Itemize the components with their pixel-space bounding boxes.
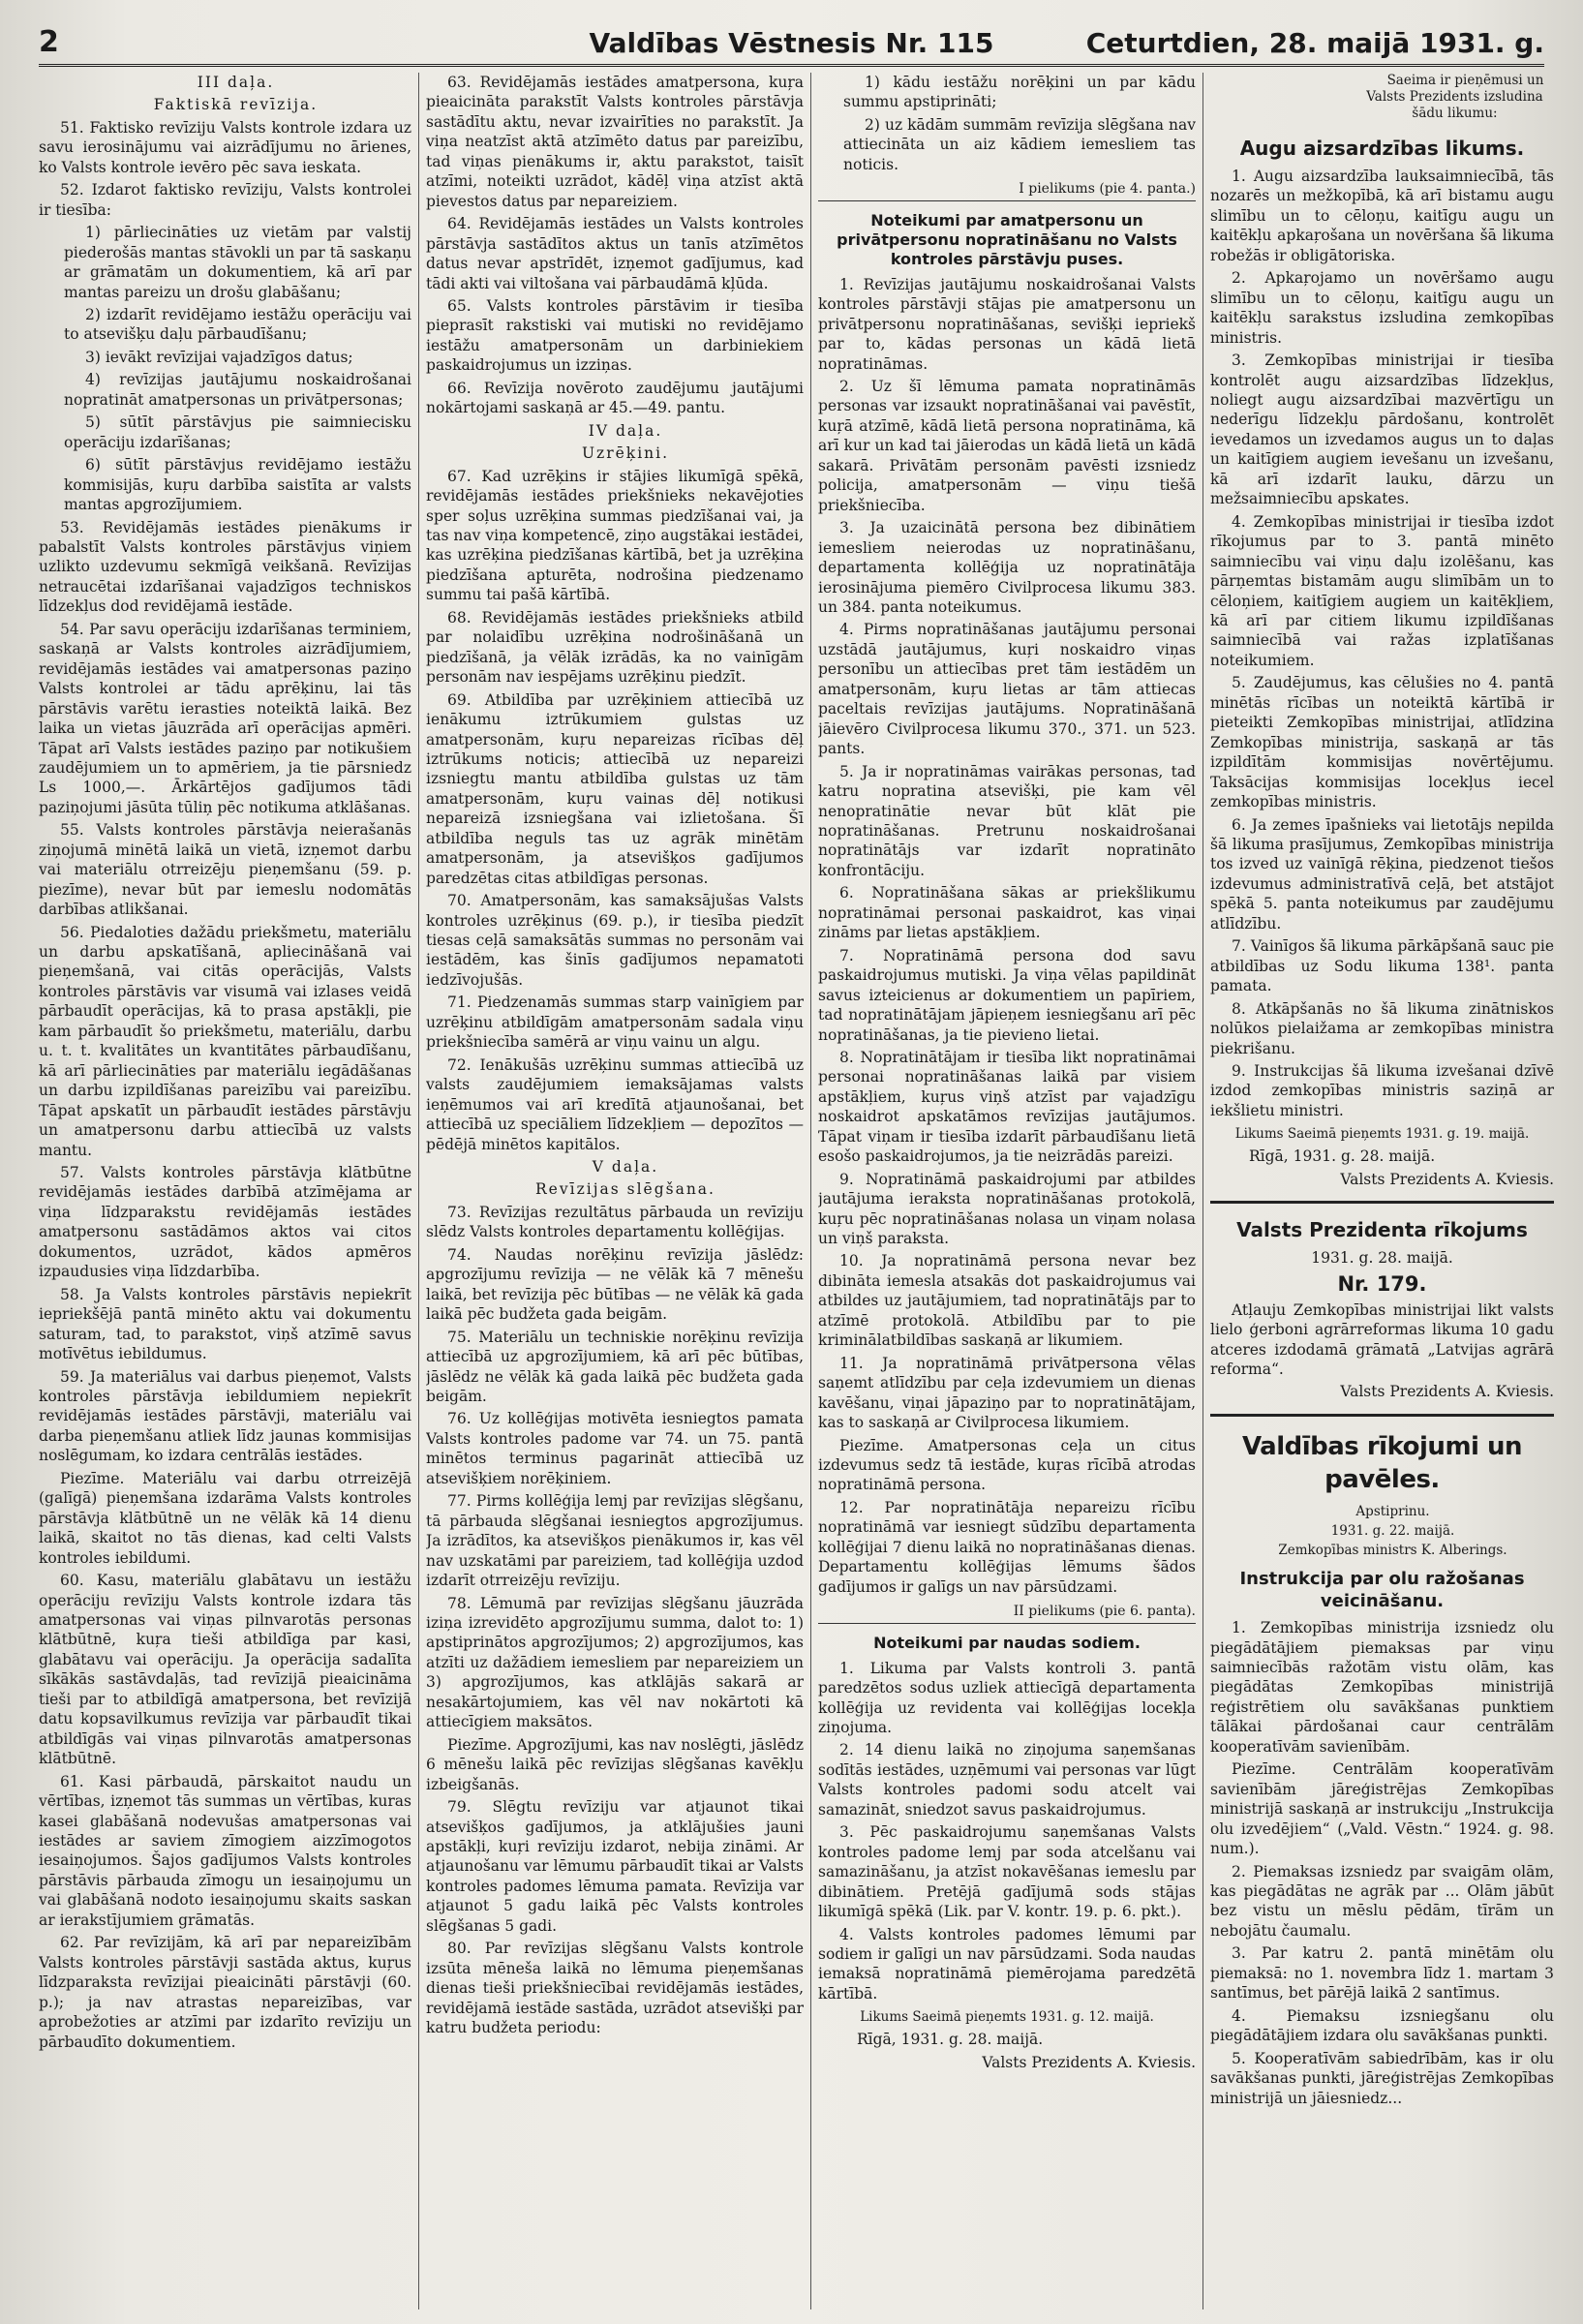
section-title: Valdības rīkojumi un pavēles. xyxy=(1241,1431,1523,1495)
law-article-7: 7. Vainīgos šā likuma pārkāpšanā sauc pie atbildības uz Sodu likuma 138¹. panta pamata. xyxy=(1210,937,1554,995)
law-article-1: 1. Augu aizsardzība lauksaimniecībā, tās nozarēs un mežkopībā, kā arī bistamu augu slimību un to cēloņu, kaitīgu augu un kaitēkļu apkaŗošana un novēršana šā likuma robežās ir obligātoriska. xyxy=(1210,168,1554,264)
column-divider xyxy=(1202,73,1203,2309)
article-78: 78. Lēmumā par revīzijas slēgšanu jāuzrāda iziņa izrevidēto apgrozījumu summa, dalot to: 1) apstiprinātos apgrozījumos; 2) apgrozījumos, kas atzīti uz dažādiem iemesliem par nepareiziem un 3) apgrozījumos, kas atklājās sakarā ar nesakārtojumiem, kas vēl nav nokārtoti kā attiecīgiem maksātos. xyxy=(426,1594,804,1731)
list-item: 6) sūtīt pārstāvjus revidējamo iestāžu kommisijās, kuŗu darbība saistīta ar valsts mantas apgrozījumiem. xyxy=(64,456,411,514)
masthead xyxy=(39,21,1544,67)
section-title: Uzrēķini. xyxy=(581,444,670,463)
rule-8: 8. Nopratinātājam ir tiesība likt nopratināmai personai nopratināšanas laikā par visiem apstākļiem, kuŗus viņš atzīst par vajadzīgu noskaidrot apskatāmos revīzijas jautājumos. Tāpat viņam ir tiesība izdarīt pārbaudīšanu lietā esošo paskaidrojumos, ja tie neizrādās pareizi. xyxy=(818,1048,1196,1166)
article-54: 54. Par savu operāciju izdarīšanas terminiem, saskaņā ar Valsts kontroles aizrādījumiem, revidējamās iestādes vai amatpersonas paziņo Valsts kontrolei ar tādu aprēķinu, lai tās pārstāvis varētu ierasties noteiktā laikā. Bez laika un vietas jāuzrāda arī operācijas apmēri. Tāpat arī Valsts iestādes paziņo par notikušiem zaudējumiem un to apmēriem, ja tie pārsniedz Ls 1000,—. Ārkārtējos gadījumos tādi paziņojumi jāsūta tūliņ pēc notikuma atklāšanas. xyxy=(39,620,411,816)
instruction-2: 2. Piemaksas izsniedz par svaigām olām, kas piegādātas ne agrāk par ... Olām jābūt bez vistu un mēslu pēdām, tīrām un nebojātu čaumalu. xyxy=(1210,1862,1554,1940)
column-3 xyxy=(818,73,1196,2309)
rule-1: 1. Revīzijas jautājumu noskaidrošanai Valsts kontroles pārstāvji stājas pie amatpersonu un privātpersonu nopratināšanas, sevišķi iepriekš par to, kādas personas un kādā lietā nopratināmas. xyxy=(818,275,1196,373)
list-item: 4) revīzijas jautājumu noskaidrošanai nopratināt amatpersonas un privātpersonas; xyxy=(64,371,411,409)
article-56: 56. Piedaloties dažādu priekšmetu, materiālu un darbu apskatīšanā, apliecināšanā vai pieņemšanā, vai citās operācijās, Valsts kontroles pārstāvis var visumā vai izlases veidā pārbaudīt operācijas, kā to prasa apstākļi, pie kam pārbaudīt šo priekšmetu, materiālu, darbu u. t. t. kvalitātes un kvantitātes pārbaudīšanu, kā arī pārliecināties par materiālu iegādāšanas un darbu izpildīšanas pareizību vai pareizību. Tāpat apskatīt un pārbaudīt iestādes pārstāvju un amatpersonu darbu attiecībā uz valsts mantu. xyxy=(39,923,411,1159)
article-51: 51. Faktisko revīziju Valsts kontrole izdara uz savu ierosinājumu vai aizrādījumu no ārienes, ko Valsts kontrole ievēro pēc sava ieskata. xyxy=(39,118,411,176)
article-69: 69. Atbildība par uzrēķiniem attiecībā uz ienākumu iztrūkumiem gulstas uz amatpersonām, kuŗu nepareizas rīcības dēļ iztrūkums noticis; attiecībā uz nepareizi izsniegtu mantu atbildība gulstas uz tām amatpersonām, kuŗu vainas dēļ notikusi nepareizā izsniegšana vai izlietošana. Šī atbildība neguls tas uz agrāk minētām amatpersonām, ja atsevišķos gadījumos paredzētas citas atbildīgas personas. xyxy=(426,690,804,887)
place-date: Rīgā, 1931. g. 28. maijā. xyxy=(857,2031,1044,2049)
rule-5: 5. Ja ir nopratināmas vairākas personas, tad katru nopratina atsevišķi, pie kam vēl nenopratinātie nevar būt klāt pie nopratināšanas. Pretrunu noskaidrošanai nopratinātājs var izdarīt nopratināto konfrontāciju. xyxy=(818,762,1196,879)
rule-7: 7. Nopratināmā persona dod savu paskaidrojumus mutiski. Ja viņa vēlas papildināt savus izteicienus ar dokumentiem un papīriem, tad nopratinātājam jāpieņem iesniegšanu arī pēc nopratināšanas, ja tie pievieno lietai. xyxy=(818,946,1196,1044)
law-article-3: 3. Zemkopības ministrijai ir tiesība kontrolēt augu aizsardzības līdzekļus, noliegt augu aizsardzībai mazvērtīgu un nederīgu līdzekļu pārdošanu, kontrolēt ievedamos un izvedamos augus un to daļas un kaitīgiem augiem ievešanu un izvešanu, kā arī izdarīt lauku, dārzu un mežsaimniecību apskates. xyxy=(1210,352,1554,508)
list-item: 3) ievākt revīzijai vajadzīgos datus; xyxy=(85,348,353,366)
article-68: 68. Revidējamās iestādes priekšnieks atbild par nolaidību uzrēķina nodrošināšanā un piedzīšanā, ja vēlāk izrādās, ka no vainīgām personām nav iespējams uzrēķinu piedzīt. xyxy=(426,608,804,687)
rule-3: 3. Ja uzaicinātā persona bez dibinātiem iemesliem neierodas uz nopratināšanu, departamenta kollēģija uz nopratinātāja ierosinājuma piemēro Civilprocesa likumu 383. un 384. panta noteikumus. xyxy=(818,519,1196,616)
article-76: 76. Uz kollēģijas motivēta iesniegtos pamata Valsts kontroles padome var 74. un 75. pantā minētos terminus pagarināt attiecībā uz atsevišķiem norēķiniem. xyxy=(426,1410,804,1487)
law-article-6: 6. Ja zemes īpašnieks vai lietotājs nepilda šā likuma prasījumus, Zemkopības ministrija tos izved uz vainīgā rēķina, piedzenot tiešos izdevumus administratīvā ceļā, bet atstājot spēkā 5. panta noteikumus par zaudējumu atlīdzību. xyxy=(1210,815,1554,933)
article-72: 72. Ienākušās uzrēķinu summas attiecībā uz valsts zaudējumiem iemaksājamas valsts ieņēmumos vai arī kredītā atjaunošanai, bet attiecībā uz speciāliem līdzekļiem — depozītos — pēdējā minētos kapitālos. xyxy=(426,1055,804,1153)
law-title: Augu aizsardzības likums. xyxy=(1239,136,1525,160)
list-item: 2) uz kādām summām revīzija slēgšana nav attiecināta un aiz kādiem iemesliem tas noticis. xyxy=(843,115,1196,173)
decree-title: Valsts Prezidenta rīkojums xyxy=(1236,1218,1528,1242)
article-53: 53. Revidējamās iestādes pienākums ir pabalstīt Valsts kontroles pārstāvjus viņiem uzlikto uzdevumu sekmīgā veikšanā. Revīzijas netraucētai izdarīšanai vajadzīgos techniskos līdzekļus dod revidējamā iestāde. xyxy=(39,518,411,616)
section-heading: IV daļa. xyxy=(588,421,663,440)
note-78: Piezīme. Apgrozījumi, kas nav noslēgti, jāslēdz 6 mēnešu laikā pēc revīzijas slēgšanas kavēkļu izbeigšanās. xyxy=(426,1735,804,1793)
law-article-8: 8. Atkāpšanās no šā likuma zinātniskos nolūkos pielaižama ar zemkopības ministra piekrišanu. xyxy=(1210,999,1554,1057)
column-divider xyxy=(418,73,419,2309)
divider xyxy=(1210,1201,1554,1204)
article-75: 75. Materiālu un techniskie norēķinu revīzija attiecībā uz apgrozījumiem, kā arī pēc būtības, jāslēdz ne vēlāk kā gada laikā pēc budžeta gada beigām. xyxy=(426,1328,804,1405)
decree-number: Nr. 179. xyxy=(1337,1271,1427,1296)
section-title: Faktiskā revīzija. xyxy=(153,96,319,114)
article-63: 63. Revidējamās iestādes amatpersona, kuŗa pieaicināta parakstīt Valsts kontroles pārstāvja sastādītu aktu, nevar izvairīties no parakstīt. Ja viņa neatzīst aktā atzīmēto datus par pareizību, tad viņas pienākums ir, aktu parakstot, taisīt atzīmi, noteikti uzrādot, kādēļ viņa atzīst aktā pievestos datus par nepareiziem. xyxy=(426,74,804,210)
article-73: 73. Revīzijas rezultātus pārbauda un revīziju slēdz Valsts kontroles departamentu kollēģijas. xyxy=(426,1203,804,1241)
signature: Valsts Prezidents A. Kviesis. xyxy=(982,2053,1196,2071)
fine-rule-3: 3. Pēc paskaidrojumu saņemšanas Valsts kontroles padome lemj par soda atcelšanu vai samazināšanu, ja atzīst nokavēšanas iemeslu par dibinātiem. Pretējā gadījumā sods stājas likumīgā spēkā (Lik. par V. kontr. 19. p. 6. pkt.). xyxy=(818,1823,1196,1921)
annex-label: II pielikums (pie 6. panta). xyxy=(818,1603,1196,1623)
article-65: 65. Valsts kontroles pārstāvim ir tiesība pieprasīt rakstiski vai mutiski no revidējamo iestāžu amatpersonām un darbiniekiem paskaidrojumus un izziņas. xyxy=(426,296,804,375)
list-item: 1) pārliecināties uz vietām par valstij piederošās mantas stāvokli un par tā saskaņu ar grāmatām un dokumentiem, kā arī par mantas pareizu un drošu glabāšanu; xyxy=(64,224,411,301)
instruction-title: Instrukcija par olu ražošanas veicināšanu. xyxy=(1239,1569,1525,1611)
article-57: 57. Valsts kontroles pārstāvja klātbūtne revidējamās iestādes darbībā atzīmējama ar viņa līdzparakstu revidējamās iestādes amatpersonu sastādāmos aktos vai citos dokumentos, uzrādot, kādos apmēros izpaudusies viņa līdzdarbība. xyxy=(39,1164,411,1281)
instruction-1: 1. Zemkopības ministrija izsniedz olu piegādātājiem piemaksas par viņu saimniecībās ražotām vistu olām, kas piegādātas Zemkopības ministrijā reģistrētiem olu savākšanas punktiem tālākai pārdošanai caur centrālām kooperatīvām savienībām. xyxy=(1210,1619,1554,1756)
rule-6: 6. Nopratināšana sākas ar priekšlikumu nopratināmai personai paskaidrot, kas viņai zināms par lietas apstākļiem. xyxy=(818,884,1196,942)
fine-rule-1: 1. Likuma par Valsts kontroli 3. pantā paredzētos sodus uzliek attiecīgā departamenta kollēģija uz revidenta vai kollēģijas locekļa ziņojuma. xyxy=(818,1659,1196,1737)
section-heading: V daļa. xyxy=(592,1158,659,1177)
article-62: 62. Par revīzijām, kā arī par nepareizībām Valsts kontroles pārstāvji sastāda aktus, kuŗus līdzparaksta revīzijai pieaicināti pārstāvji (60. p.); ja nav atrastas nepareizības, var aprobežoties ar atzīmi par izdarīto revīziju un pārbaudīto dokumentiem. xyxy=(39,1934,411,2051)
signature: Valsts Prezidents A. Kviesis. xyxy=(1340,1383,1554,1401)
instruction-note: Piezīme. Centrālām kooperatīvām savienībām jāreģistrējas Zemkopības ministrijā saskaņā ar instrukciju „Instrukcija olu izvedējiem“ („Vald. Vēstn.“ 1924. g. 98. num.). xyxy=(1210,1760,1554,1858)
rule-2: 2. Uz šī lēmuma pamata nopratināmās personas var izsaukt nopratināšanai vai pavēstīt, kuŗā atzīmē, kādā lietā persona nopratināma, kā arī kur un kad tai jāierodas un kādā lietā un kādā sakarā. Privātām personām pavēsti izsniedz policija, amatpersonām — viņu tiešā priekšniecība. xyxy=(818,378,1196,514)
column-divider xyxy=(810,73,811,2309)
decree-text: Atļauju Zemkopības ministrijai likt valsts lielo ģerboni agrārreformas likuma 10 gadu atceres izdodamā grāmatā „Latvijas agrārā reforma“. xyxy=(1210,1300,1554,1378)
article-79: 79. Slēgtu revīziju var atjaunot tikai atsevišķos gadījumos, ja atklājušies jauni apstākļi, kuŗi revīziju izdarot, nebija zināmi. Ar atjaunošanu var lēmumu pārbaudīt tikai ar Valsts kontroles padomes lēmuma pamata. Revīzija var atjaunot 5 gadu laikā pēc Valsts kontroles slēgšanas 5 gadi. xyxy=(426,1798,804,1935)
list-item: 1) kādu iestāžu norēķini un par kādu summu apstiprināti; xyxy=(843,74,1196,111)
rule-9: 9. Nopratināmā paskaidrojumi par atbildes jautājuma ieraksta nopratināšanas protokolā, kuŗu pēc nopratināšanas nolasa un viņam nolasa un viņš paraksta. xyxy=(818,1170,1196,1248)
law-article-2: 2. Apkaŗojamo un novēršamo augu slimību un to cēloņu, kaitīgu augu un kaitēkļu sarakstus izsludina zemkopības ministris. xyxy=(1210,269,1554,347)
rule-12: 12. Par nopratinātāja nepareizu rīcību nopratināmā var iesniegt sūdzību departamenta kollēģijai 7 dienu laikā no nopratināšanas dienas. Departamentu kollēģijas lēmums šādos gadījumos ir galīgs un nav pārsūdzami. xyxy=(818,1498,1196,1596)
annex-title: Noteikumi par amatpersonu un privātpersonu nopratināšanu no Valsts kontroles pārstāvju puses. xyxy=(837,210,1177,268)
note: Piezīme. Amatpersonas ceļa un citus izdevumus sedz tā iestāde, kuŗas rīcībā atrodas nopratināmā persona. xyxy=(818,1436,1196,1494)
rule-11: 11. Ja nopratināmā privātpersona vēlas saņemt atlīdzību par ceļa izdevumiem un dienas kavēšanu, viņai jāpaziņo par to nopratinātājam, kas to saskaņā ar Civilprocesa likumiem. xyxy=(818,1354,1196,1432)
article-59: 59. Ja materiālus vai darbus pieņemot, Valsts kontroles pārstāvja iebildumiem nepiekrīt revidējamās iestādes pārstāvji, materiālu vai darba pieņemšanu atliek līdz jaunas kommisijas noslēgumam, ko izdara centrālās iestādes. xyxy=(39,1367,411,1465)
instruction-5: 5. Kooperatīvām sabiedrībām, kas ir olu savākšanas punkti, jāreģistrējas Zemkopības ministrijā un jāiesniedz... xyxy=(1210,2049,1554,2107)
article-66: 66. Revīzija novēroto zaudējumu jautājumi nokārtojami saskaņā ar 45.—49. pantu. xyxy=(426,379,804,417)
section-title: Revīzijas slēgšana. xyxy=(535,1180,715,1199)
law-adopted-note: Likums Saeimā pieņemts 1931. g. 12. maijā. xyxy=(860,2009,1154,2026)
annex-title: Noteikumi par naudas sodiem. xyxy=(873,1633,1141,1652)
law-article-9: 9. Instrukcijas šā likuma izvešanai dzīvē izdod zemkopības ministris saziņā ar iekšlietu ministri. xyxy=(1210,1061,1554,1119)
article-61: 61. Kasi pārbaudā, pārskaitot naudu un vērtības, izņemot tās summas un vērtības, kuras kasei glabāšanā nodevušas amatpersonas vai iestādes ar saviem zīmogiem aizzīmogotos iesaiņojumos. Šajos gadījumos Valsts kontroles pārstāvis pārbauda zīmogu un iesaiņojumu un vai glabāšanā nodoto iesaiņojumu skaits saskan ar ierakstījumiem grāmatās. xyxy=(39,1772,411,1929)
rule-10: 10. Ja nopratināmā persona nevar bez dibināta iemesla atsakās dot paskaidrojumus vai atbildes uz jautājumiem, tad nopratinātājs par to atzīmē protokolā. Atbildību par to pie kriminālatbildības saskaņā ar likumiem. xyxy=(818,1252,1196,1350)
column-4 xyxy=(1210,73,1554,2309)
article-80: 80. Par revīzijas slēgšanu Valsts kontrole izsūta mēneša laikā no lēmuma pieņemšanas dienas tieši priekšniecībai revidējamās iestādes, revidējamā iestāde sastāda, uzrādot atsevišķi par katru budžeta periodu: xyxy=(426,1940,804,2037)
approved-date: 1931. g. 22. maijā. xyxy=(1330,1523,1455,1540)
instruction-3: 3. Par katru 2. pantā minētām olu piemaksā: no 1. novembra līdz 1. martam 3 santīmus, bet pārējā laikā 2 santīmus. xyxy=(1210,1944,1554,2003)
article-70: 70. Amatpersonām, kas samaksājušas Valsts kontroles uzrēķinus (69. p.), ir tiesība piedzīt tiesas ceļā samaksātās summas no personām vai iestādēm, kas šinīs gadījumos nepamatoti iedzīvojušās. xyxy=(426,892,804,989)
minister-name: Zemkopības ministrs K. Alberings. xyxy=(1278,1543,1507,1559)
section-heading: III daļa. xyxy=(197,74,275,91)
column-1 xyxy=(39,73,411,2309)
note-59: Piezīme. Materiālu vai darbu otrreizējā (galīgā) pieņemšana izdarāma Valsts kontroles pārstāvja klātbūtnē un ne vēlāk kā 14 dienu laikā, skaitot no tās dienas, kad celti Valsts kontroles iebildumi. xyxy=(39,1469,411,1567)
issue-date: Ceturtdien, 28. maijā 1931. g. xyxy=(1085,27,1544,59)
law-adopted-note: Likums Saeimā pieņemts 1931. g. 19. maijā. xyxy=(1234,1126,1530,1143)
article-77: 77. Pirms kollēģija lemj par revīzijas slēgšanu, tā pārbauda slēgšanai iesniegtos apgrozījumus. Ja izrādītos, ka atsevišķos pienākumos ir, kas vēl nav uzskatāmi par pareiziem, tad kollēģija uzdod izdarīt otrreizēju revīziju. xyxy=(426,1492,804,1590)
newspaper-title: Valdības Vēstnesis Nr. 115 xyxy=(589,27,994,59)
article-58: 58. Ja Valsts kontroles pārstāvis nepiekrīt iepriekšējā pantā minēto aktu vai dokumentu saturam, tad, to parakstot, viņš atzīmē savus motīvētus iebildumus. xyxy=(39,1285,411,1363)
article-52: 52. Izdarot faktisko revīziju, Valsts kontrolei ir tiesība: xyxy=(39,181,411,219)
page-number: 2 xyxy=(39,25,59,59)
article-74: 74. Naudas norēķinu revīzija jāslēdz: apgrozījumu revīzija — ne vēlāk kā 7 mēnešu laikā, bet revīzija pēc būtības — ne vēlāk kā gada laikā pēc budžeta gada beigām. xyxy=(426,1245,804,1324)
fine-rule-4: 4. Valsts kontroles padomes lēmumi par sodiem ir galīgi un nav pārsūdzami. Soda naudas iemaksā nopratināmā piemērojama paredzētā kārtībā. xyxy=(818,1925,1196,2003)
article-71: 71. Piedzenamās summas starp vainīgiem par uzrēķinu atbildīgām amatpersonām sadala viņu priekšniecība samērā ar viņu vainu un algu. xyxy=(426,994,804,1052)
list-item: 2) izdarīt revidējamo iestāžu operāciju vai to atsevišķu daļu pārbaudīšanu; xyxy=(64,305,411,344)
signature: Valsts Prezidents A. Kviesis. xyxy=(1340,1170,1554,1188)
divider xyxy=(1210,1414,1554,1417)
list-item: 5) sūtīt pārstāvjus pie saimniecisku operāciju izdarīšanas; xyxy=(64,413,411,451)
annex-label: I pielikums (pie 4. panta.) xyxy=(818,180,1196,200)
article-67: 67. Kad uzrēķins ir stājies likumīgā spēkā, revidējamās iestādes priekšnieks nekavējoties sper soļus uzrēķina summas piedzīšanai vai, ja tas nav viņa kompetencē, ziņo augstākai iestādei, kas uzrēķina piedzīšanas kārtībā, bet ja uzrēķina piedzīšana apturēta, nodrošina piedzenamo summu tai pašā kārtībā. xyxy=(426,467,804,604)
fine-rule-2: 2. 14 dienu laikā no ziņojuma saņemšanas sodītās iestādes, uzņēmumi vai personas var lūgt Valsts kontroles padomi sodu atcelt vai samazināt, sniedzot savus paskaidrojumus. xyxy=(818,1741,1196,1819)
instruction-4: 4. Piemaksu izsniegšanu olu piegādātājiem izdara olu savākšanas punkti. xyxy=(1210,2006,1554,2045)
place-date: Rīgā, 1931. g. 28. maijā. xyxy=(1249,1147,1436,1166)
article-55: 55. Valsts kontroles pārstāvja neierašanās ziņojumā minētā laikā un vietā, izņemot darbu vai materiālu otrreizēju pieņemšanu (59. p. piezīme), nevar būt par iemeslu nodomātās darbības atlikšanai. xyxy=(39,821,411,919)
law-article-5: 5. Zaudējumus, kas cēlušies no 4. pantā minētās rīcības un noteiktā kārtībā ir pieteikti Zemkopības ministrijai, atlīdzina Zemkopības ministrija, saskaņā ar tās izpildītām kommisijas novērtējumu. Taksācijas kommisijas locekļus iecel zemkopības ministris. xyxy=(1210,674,1554,811)
law-intro: Saeima ir pieņēmusi un Valsts Prezidents izsludina šādu likumu: xyxy=(1366,73,1544,121)
article-60: 60. Kasu, materiālu glabātavu un iestāžu operāciju revīziju Valsts kontrole izdara tās amatpersonas vai viņas pilnvarotās personas klātbūtnē, kuŗa tieši atbildīga par kasi, glabātavu vai operāciju. Ja operācija sadalīta sīkākās sastāvdaļās, tad revīzijā pieaicināma tieši par to atbildīgā amatpersona, bet revīzijā datu kopsavilkumus revīzija var pārbaudīt tikai atbildīgās vai viņas pilnvarotās amatpersonas klātbūtnē. xyxy=(39,1572,411,1768)
law-article-4: 4. Zemkopības ministrijai ir tiesība izdot rīkojumus par to 3. pantā minēto saimniecību vai viņu daļu izolēšanu, kas pārņemtas bistamām augu slimībām un to cēloņiem, kaitīgiem augiem un kaitēkļiem, kā arī par citiem likumu izpildīšanas saimniecībā vai ražas izplatīšanas noteikumiem. xyxy=(1210,512,1554,669)
approved-label: Apstiprinu. xyxy=(1355,1504,1430,1520)
decree-date: 1931. g. 28. maijā. xyxy=(1311,1249,1453,1268)
column-2 xyxy=(426,73,804,2309)
rule-4: 4. Pirms nopratināšanas jautājumu personai uzstādā jautājumus, kuŗi noskaidro viņas personību un attiecības pret tām iestādēm un amatpersonām, kuŗu lietas ar tām attiecas paceltais revīzijas jautājums. Nopratināšanā jāievēro Civilprocesa likumu 370., 371. un 523. pants. xyxy=(818,621,1196,758)
article-64: 64. Revidējamās iestādes un Valsts kontroles pārstāvja sastādītos aktus un tanīs atzīmētos datus nevar apstrīdēt, izņemot gadījumus, kad tādi akti vai viltošana vai pārbaudāmā kļūda. xyxy=(426,215,804,292)
